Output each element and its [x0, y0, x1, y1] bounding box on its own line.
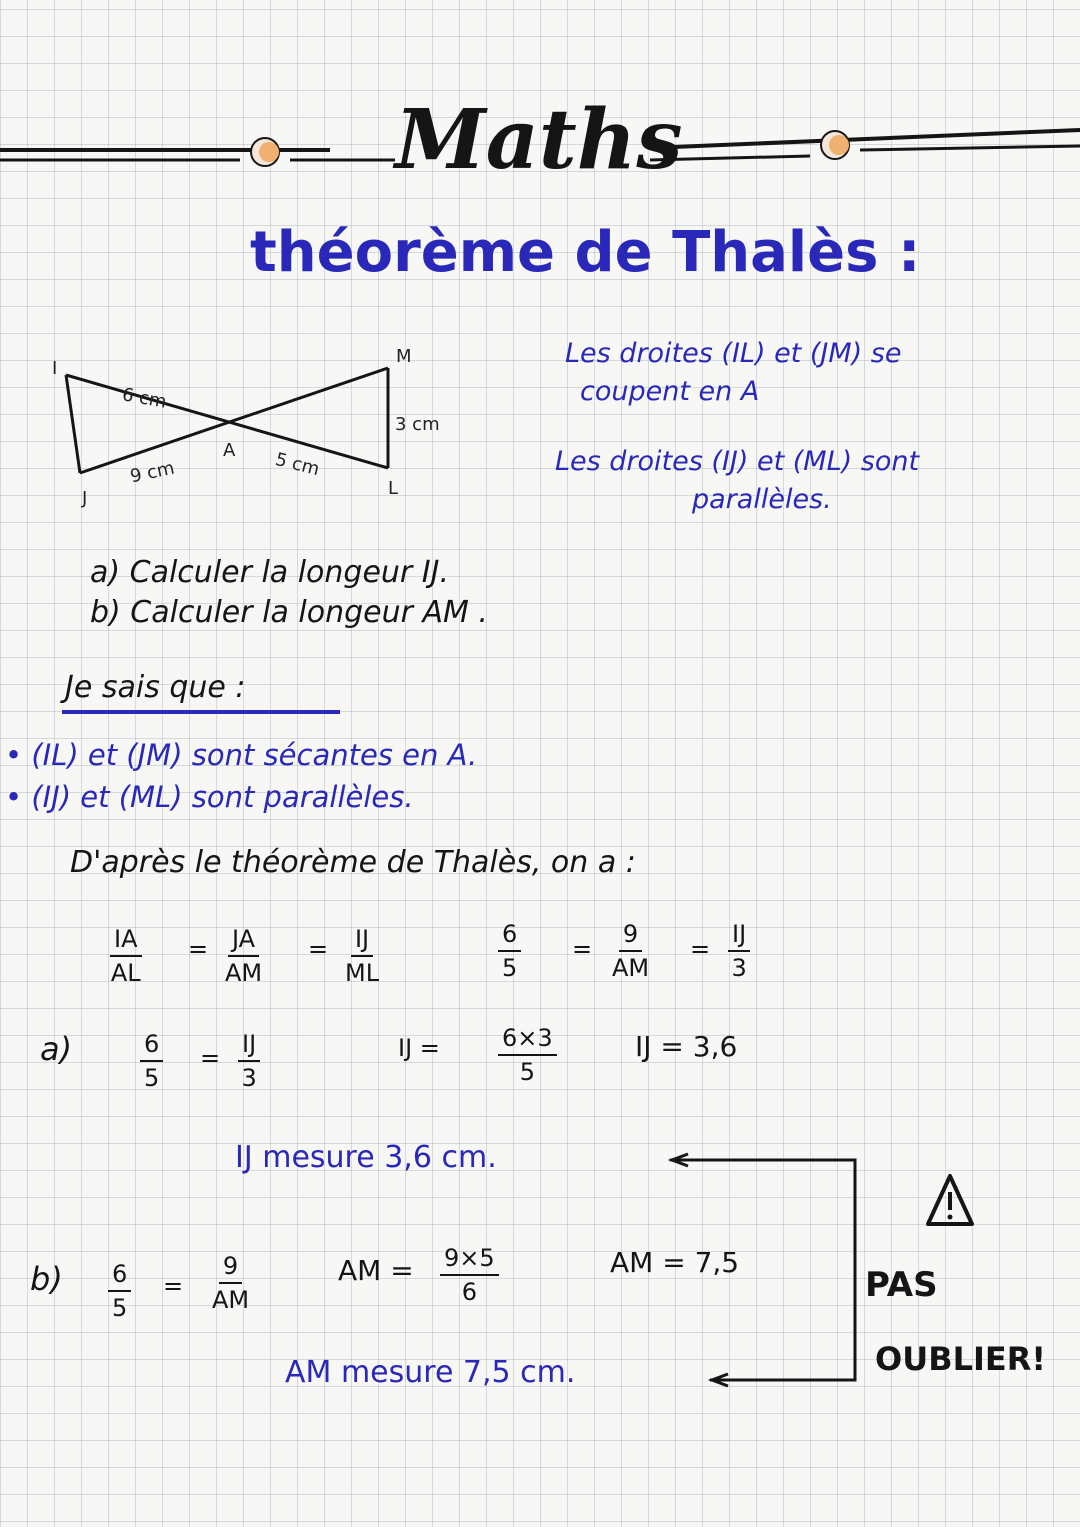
- ratio-6-5: $\frac{6}{5}$: [498, 920, 521, 982]
- theorem-line: D'après le théorème de Thalès, on a :: [70, 845, 636, 880]
- part-a-calc-prefix: IJ =: [398, 1034, 440, 1062]
- part-a-lhs: $\frac{6}{5}$: [140, 1030, 163, 1092]
- ratio-IJ-3: $\frac{IJ}{3}$: [728, 920, 750, 982]
- warning-line-1: PAS: [865, 1265, 938, 1305]
- equals-sign: =: [308, 935, 329, 963]
- length-JA: 9 cm: [128, 457, 177, 488]
- statement-line-3: Les droites (IJ) et (ML) sont: [555, 446, 920, 477]
- part-b-label: b): [30, 1260, 63, 1298]
- equals-sign: =: [572, 935, 593, 963]
- page-subtitle: théorème de Thalès :: [250, 220, 921, 285]
- part-b-lhs: $\frac{6}{5}$: [108, 1260, 131, 1322]
- part-b-calc: $\frac{9\times 5}{6}$: [440, 1244, 499, 1306]
- question-b: b) Calculer la longeur AM .: [90, 595, 488, 630]
- point-M: M: [396, 346, 412, 367]
- equals-sign: =: [163, 1272, 184, 1300]
- known-heading-underline: [62, 710, 340, 714]
- ratio-JA-AM: $\frac{JA}{AM}$: [225, 925, 263, 987]
- warning-line-2: OUBLIER!: [875, 1340, 1046, 1378]
- length-ML: 3 cm: [395, 414, 440, 435]
- part-b-value: AM = 7,5: [610, 1246, 740, 1279]
- part-a-result: IJ mesure 3,6 cm.: [235, 1140, 497, 1175]
- ratio-9-AM: $\frac{9}{AM}$: [612, 920, 650, 982]
- part-b-calc-prefix: AM =: [338, 1254, 414, 1287]
- page-title: Maths: [395, 92, 683, 188]
- part-a-value: IJ = 3,6: [635, 1030, 738, 1063]
- part-a-label: a): [40, 1030, 73, 1068]
- equals-sign: =: [690, 935, 711, 963]
- known-item-2: • (IJ) et (ML) sont parallèles.: [5, 780, 414, 814]
- point-A: A: [223, 440, 236, 461]
- length-AL: 5 cm: [273, 448, 322, 481]
- known-item-1: • (IL) et (JM) sont sécantes en A.: [5, 738, 478, 772]
- length-IA: 6 cm: [120, 384, 169, 413]
- part-a-rhs: $\frac{IJ}{3}$: [238, 1030, 260, 1092]
- statement-line-1: Les droites (IL) et (JM) se: [565, 338, 902, 369]
- equals-sign: =: [200, 1044, 221, 1072]
- known-heading: Je sais que :: [65, 670, 246, 705]
- part-b-result: AM mesure 7,5 cm.: [285, 1355, 576, 1390]
- point-I: I: [52, 358, 58, 379]
- point-L: L: [388, 478, 399, 499]
- ratio-IA-AL: $\frac{IA}{AL}$: [110, 925, 141, 987]
- statement-line-4: parallèles.: [692, 484, 832, 515]
- part-a-calc: $\frac{6\times 3}{5}$: [498, 1024, 557, 1086]
- ratio-IJ-ML: $\frac{IJ}{ML}$: [345, 925, 380, 987]
- question-a: a) Calculer la longeur IJ.: [90, 555, 450, 590]
- point-J: J: [82, 488, 88, 509]
- part-b-rhs: $\frac{9}{AM}$: [212, 1252, 250, 1314]
- equals-sign: =: [188, 935, 209, 963]
- results-bracket: [650, 1150, 870, 1390]
- warning-triangle-icon: [925, 1172, 975, 1228]
- statement-line-2: coupent en A: [580, 376, 760, 407]
